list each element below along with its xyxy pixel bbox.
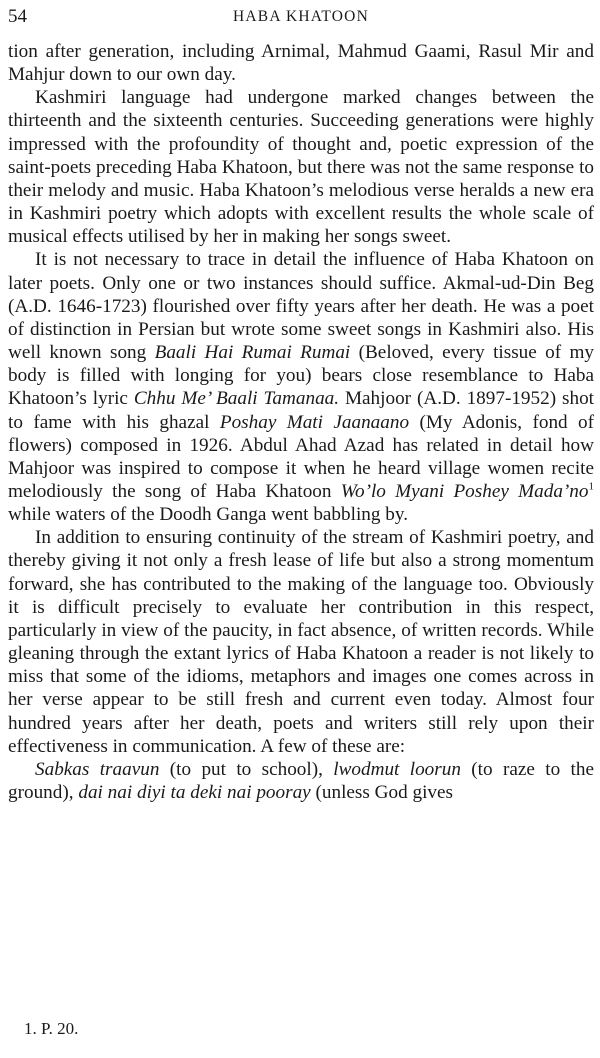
song-title-chhu-me: Chhu Me’ Baali Tamanaa.: [133, 388, 340, 410]
book-page: [8, 4, 594, 1054]
paragraph-contribution: In addition to ensuring continuity of the stream of Kashmiri poetry, and thereby giving it not only a fresh lease of life but also a strong momentum forward, she has contributed to the making of the language too. Obviously it is difficult precisely to evaluate her contribution in this respect, particularly in view of the paucity, in fact absence, of written records. While gleaning through the extant lyrics of Haba Khatoon a reader is not likely to miss that some of the idioms, metaphors and images one comes across in her verse appear to be still fresh and current even today. Almost four hundred years after her death, poets and writers still rely upon their effectiveness in communication. A few of these are:: [8, 527, 594, 757]
page-number: 54: [8, 6, 27, 27]
paragraph-language-changes: Kashmiri language had undergone marked changes between the thirteenth and the sixteenth centuries. Succeeding generations were highly impressed with the profoundity of thought and, poetic expression of the saint-poets preceding Haba Khatoon, but there was not the same response to their melody and music. Haba Khatoon’s melodious verse heralds a new era in Kashmiri poetry which adopts with excellent results the whole scale of musical effects utilised by her in making her songs sweet.: [8, 87, 594, 248]
paragraph-continuation: tion after generation, including Arnimal, Mahmud Gaami, Rasul Mir and Mahjur down to our own day.: [8, 41, 594, 86]
song-title-wolo: Wo’lo Myani Poshey Mada’no: [340, 480, 589, 502]
footnote-marker: 1: [588, 480, 594, 493]
paragraph-idioms: Sabkas traavun (to put to school), lwodmut loorun (to raze to the ground), dai nai diyi ta deki nai pooray (unless God gives: [8, 758, 594, 803]
song-title-baali-hai: Baali Hai Rumai Rumai: [154, 342, 351, 364]
body-text: [8, 40, 594, 804]
song-title-poshay: Poshay Mati Jaanaano: [219, 411, 410, 433]
idiom-dai-nai: dai nai diyi ta deki nai pooray: [78, 782, 311, 803]
footnote: 1. P. 20.: [24, 1019, 79, 1038]
idiom-lwodmut: lwodmut loorun: [333, 758, 461, 780]
paragraph-influence: It is not necessary to trace in detail the influence of Haba Khatoon on later poets. Only one or two instances should suffice. Akmal-ud-Din Beg (A.D. 1646-1723) flourished over fifty years after her death. He was a poet of distinction in Persian but wrote some sweet songs in Kashmiri also. His well known song Baali Hai Rumai Rumai (Beloved, every tissue of my body is filled with longing for you) bears close resemblance to Haba Khatoon’s lyric Chhu Me’ Baali Tamanaa. Mahjoor (A.D. 1897-1952) shot to fame with his ghazal Poshay Mati Jaanaano (My Adonis, fond of flowers) composed in 1926. Abdul Ahad Azad has related in detail how Mahjoor was inspired to compose it when he heard village women recite melodiously the song of Haba Khatoon Wo’lo Myani Poshey $Mada’no^1$ while waters of the Doodh Ganga went babbling by.: [8, 249, 595, 526]
running-head: HABA KHATOON: [233, 8, 369, 25]
idiom-sabkas: Sabkas traavun: [35, 758, 160, 780]
page-header: [8, 4, 594, 40]
